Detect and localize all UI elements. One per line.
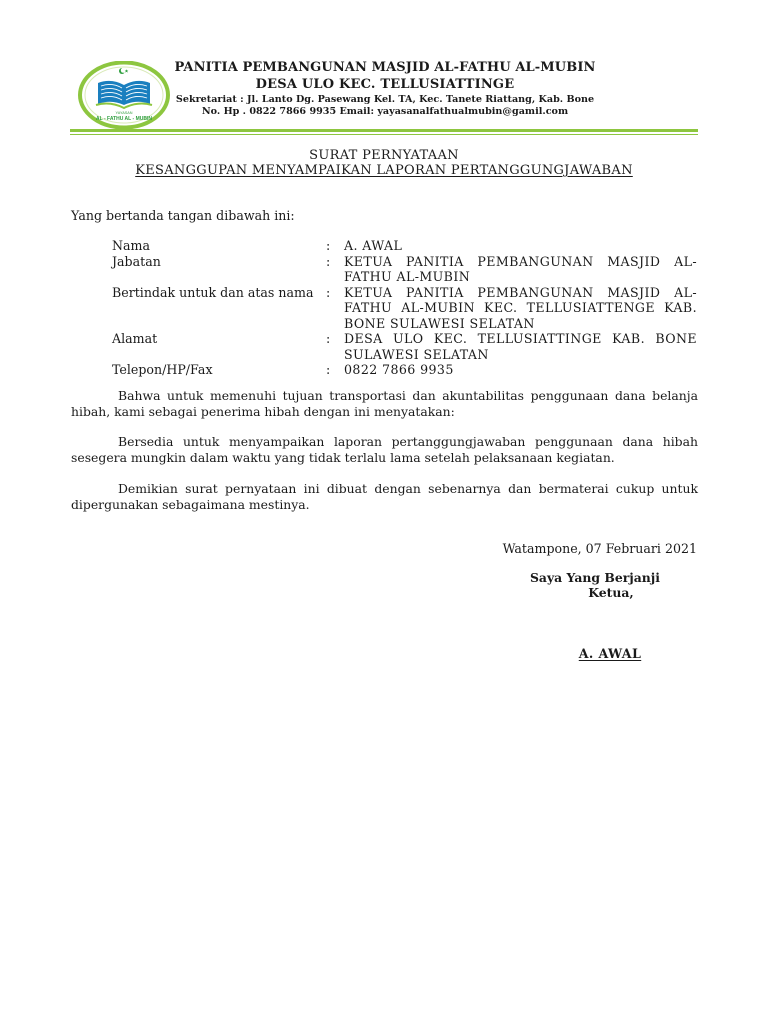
identity-label: Nama	[112, 238, 150, 253]
identity-separator: :	[326, 253, 331, 269]
paragraph-purpose: Bahwa untuk memenuhi tujuan transportasi dan akuntabilitas penggunaan dana belanja hibah, kami sebagai penerima hibah dengan ini menyatakan:	[71, 388, 698, 419]
identity-label: Jabatan	[112, 253, 161, 269]
identity-value: KETUA PANITIA PEMBANGUNAN MASJID AL-FATHU AL-MUBIN	[344, 253, 697, 284]
identity-row-position	[112, 254, 698, 285]
logo-caption-small: YAYASAN	[115, 111, 133, 115]
identity-separator: :	[326, 362, 331, 377]
identity-label: Bertindak untuk dan atas nama	[112, 284, 314, 300]
identity-separator: :	[326, 331, 331, 346]
letterhead-divider-thin	[70, 134, 698, 135]
document-title: SURAT PERNYATAAN	[309, 148, 459, 163]
paragraph-commitment: Bersedia untuk menyampaikan laporan pertanggungjawaban penggunaan dana hibah sesegera mungkin dalam waktu yang tidak terlalu lama setelah pelaksanaan kegiatan.	[71, 434, 698, 465]
identity-label: Telepon/HP/Fax	[112, 362, 213, 377]
place-date: Watampone, 07 Februari 2021	[502, 541, 697, 556]
intro-text: Yang bertanda tangan dibawah ini:	[71, 208, 295, 223]
identity-row-on-behalf	[112, 285, 698, 332]
signatory-role: Ketua,	[588, 585, 634, 600]
letterhead-title: PANITIA PEMBANGUNAN MASJID AL-FATHU AL-MUBIN	[174, 60, 596, 75]
identity-label: Alamat	[112, 331, 158, 346]
identity-row-address	[112, 331, 698, 362]
identity-row-name	[112, 238, 698, 254]
signatory-statement: Saya Yang Berjanji	[529, 570, 660, 585]
identity-value: 0822 7866 9935	[344, 362, 454, 377]
signatory-name: A. AWAL	[578, 646, 642, 661]
letterhead-address: Sekretariat : Jl. Lanto Dg. Pasewang Kel. TA, Kec. Tanete Riattang, Kab. Bone	[175, 94, 595, 105]
identity-table	[112, 238, 698, 378]
letterhead-divider	[70, 129, 698, 132]
paragraph-closing: Demikian surat pernyataan ini dibuat dengan sebenarnya dan bermaterai cukup untuk dipergunakan sebagaimana mestinya.	[71, 481, 698, 512]
identity-value: KETUA PANITIA PEMBANGUNAN MASJID AL-FATHU AL-MUBIN KEC. TELLUSIATTENGE KAB. BONE SULAWESI SELATAN	[344, 284, 697, 331]
document-subtitle	[70, 163, 698, 178]
identity-value: DESA ULO KEC. TELLUSIATTINGE KAB. BONE SULAWESI SELATAN	[344, 331, 697, 362]
mosque-book-logo-icon	[78, 61, 170, 129]
identity-separator: :	[326, 284, 331, 300]
document-subtitle-text: KESANGGUPAN MENYAMPAIKAN LAPORAN PERTANGGUNGJAWABAN	[135, 163, 633, 178]
logo-caption-name: AL - FATHU AL - MUBIN	[96, 116, 152, 122]
letterhead-contact: No. Hp . 0822 7866 9935 Email: yayasanalfathualmubin@gamil.com	[201, 106, 569, 117]
identity-value: A. AWAL	[344, 238, 403, 253]
identity-separator: :	[326, 238, 331, 253]
letterhead-subtitle: DESA ULO KEC. TELLUSIATTINGE	[255, 77, 515, 92]
identity-row-phone	[112, 362, 698, 378]
